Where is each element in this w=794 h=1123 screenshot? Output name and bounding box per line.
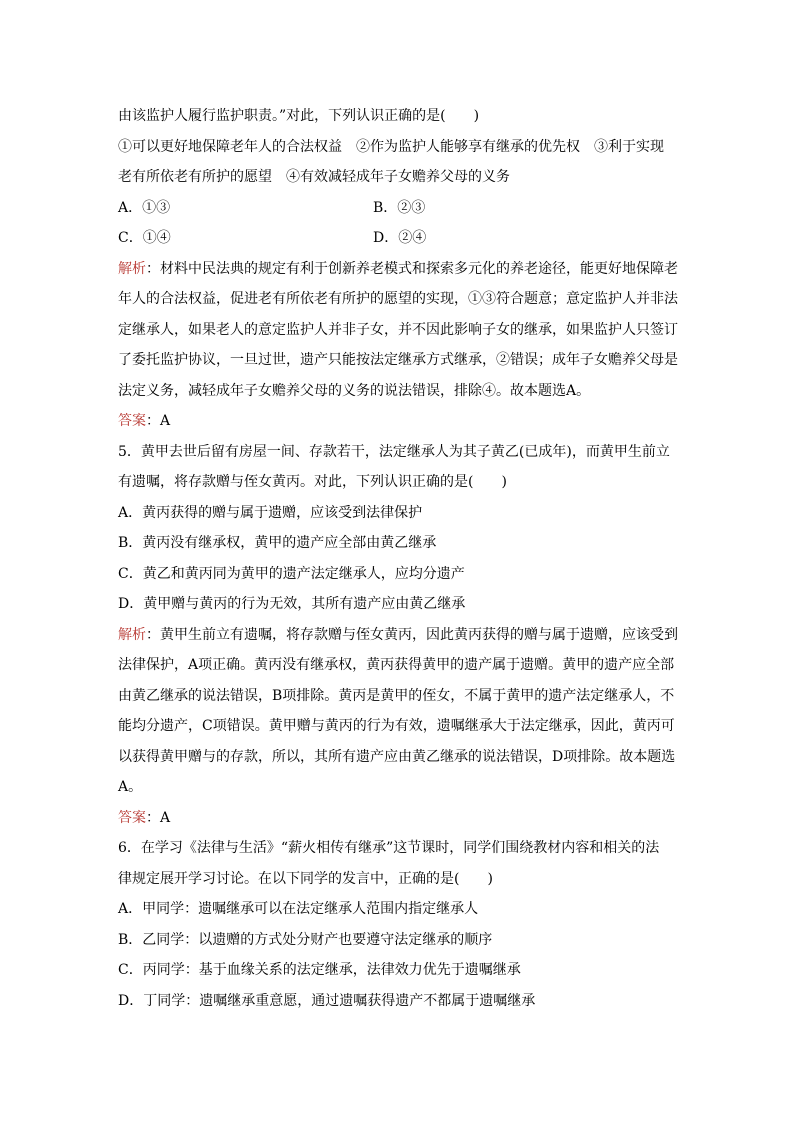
q5-analysis-line-1	[118, 620, 678, 651]
q5-option-d: D．黄甲赠与黄丙的行为无效，其所有遗产应由黄乙继承	[118, 596, 466, 612]
q4-analysis-line-5: 法定义务，减轻成年子女赡养父母的义务的说法错误，排除④。故本题选A。	[118, 382, 591, 399]
q6-stem-line-1: 6．在学习《法律与生活》“薪火相传有继承”这节课时，同学们围绕教材内容和相关的法	[118, 840, 660, 856]
q4-analysis-line-4: 了委托监护协议，一旦过世，遗产只能按法定继承方式继承，②错误；成年子女赡养父母是	[118, 352, 678, 368]
q5-analysis-line-6: A。	[118, 779, 143, 795]
q5-answer-value: ：A	[146, 809, 171, 826]
q5-option-b: B．黄丙没有继承权，黄甲的遗产应全部由黄乙继承	[118, 535, 437, 551]
q5-analysis-text-1: ：黄甲生前立有遗嘱，将存款赠与侄女黄丙，因此黄丙获得的赠与属于遗赠，应该受到	[146, 626, 678, 643]
q5-option-c: C．黄乙和黄丙同为黄甲的遗产法定继承人，应均分遗产	[118, 565, 465, 582]
q4-statements-line-2: 老有所依老有所护的愿望 ④有效减轻成年子女赡养父母的义务	[118, 169, 510, 185]
q4-option-d: D．②④	[373, 230, 427, 246]
q4-analysis-text-1: ：材料中民法典的规定有利于创新养老模式和探索多元化的养老途径，能更好地保障老	[146, 260, 678, 277]
q5-analysis-line-4: 能均分遗产，C项错误。黄甲赠与黄丙的行为有效，遗嘱继承大于法定继承，因此，黄丙可	[118, 718, 675, 734]
q6-stem-line-2: 律规定展开学习讨论。在以下同学的发言中，正确的是( )	[118, 870, 493, 887]
q4-options-row-1	[118, 193, 678, 224]
q5-answer	[118, 803, 678, 834]
q4-answer-value: ：A	[146, 413, 171, 429]
q5-analysis-line-2: 法律保护，A项正确。黄丙没有继承权，黄丙获得黄甲的遗产属于遗赠。黄甲的遗产应全部	[118, 657, 675, 673]
q5-analysis-line-5: 以获得黄甲赠与的存款，所以，其所有遗产应由黄乙继承的说法错误，D项排除。故本题选	[118, 748, 676, 765]
q4-options-row-2	[118, 223, 678, 254]
q5-analysis-line-3: 由黄乙继承的说法错误，B项排除。黄丙是黄甲的侄女，不属于黄甲的遗产法定继承人，不	[118, 687, 675, 704]
q6-option-c: C．丙同学：基于血缘关系的法定继承，法律效力优先于遗嘱继承	[118, 962, 521, 978]
q6-option-a: A．甲同学：遗嘱继承可以在法定继承人范围内指定继承人	[118, 901, 479, 917]
q5-option-a: A．黄丙获得的赠与属于遗赠，应该受到法律保护	[118, 504, 423, 521]
q4-analysis-line-2: 年人的合法权益，促进老有所依老有所护的愿望的实现，①③符合题意；意定监护人并非法	[118, 291, 678, 307]
q5-answer-label: 答案	[118, 809, 146, 826]
q5-stem-line-2: 有遗嘱，将存款赠与侄女黄丙。对此，下列认识正确的是( )	[118, 474, 507, 490]
q6-option-d: D．丁同学：遗嘱继承重意愿，通过遗嘱获得遗产不都属于遗嘱继承	[118, 992, 536, 1009]
q5-stem-line-1: 5．黄甲去世后留有房屋一间、存款若干，法定继承人为其子黄乙(已成年)，而黄甲生前立	[118, 443, 670, 460]
page-content	[118, 101, 678, 1016]
q4-answer	[118, 406, 678, 437]
q4-analysis-line-1	[118, 254, 678, 285]
q4-statements-line-1: ①可以更好地保障老年人的合法权益 ②作为监护人能够享有继承的优先权 ③利于实现	[118, 138, 664, 155]
q4-analysis-line-3: 定继承人，如果老人的意定监护人并非子女，并不因此影响子女的继承，如果监护人只签订	[118, 321, 678, 338]
q4-option-b: B．②③	[373, 199, 426, 216]
q5-analysis-label: 解析	[118, 626, 146, 643]
q4-stem: 由该监护人履行监护职责。”对此，下列认识正确的是( )	[118, 108, 480, 124]
q6-option-b: B．乙同学：以遗赠的方式处分财产也要遵守法定继承的顺序	[118, 931, 493, 948]
q4-answer-label: 答案	[118, 413, 146, 429]
q4-option-c: C．①④	[118, 230, 171, 246]
q4-analysis-label: 解析	[118, 260, 146, 277]
q4-option-a: A．①③	[118, 199, 171, 216]
